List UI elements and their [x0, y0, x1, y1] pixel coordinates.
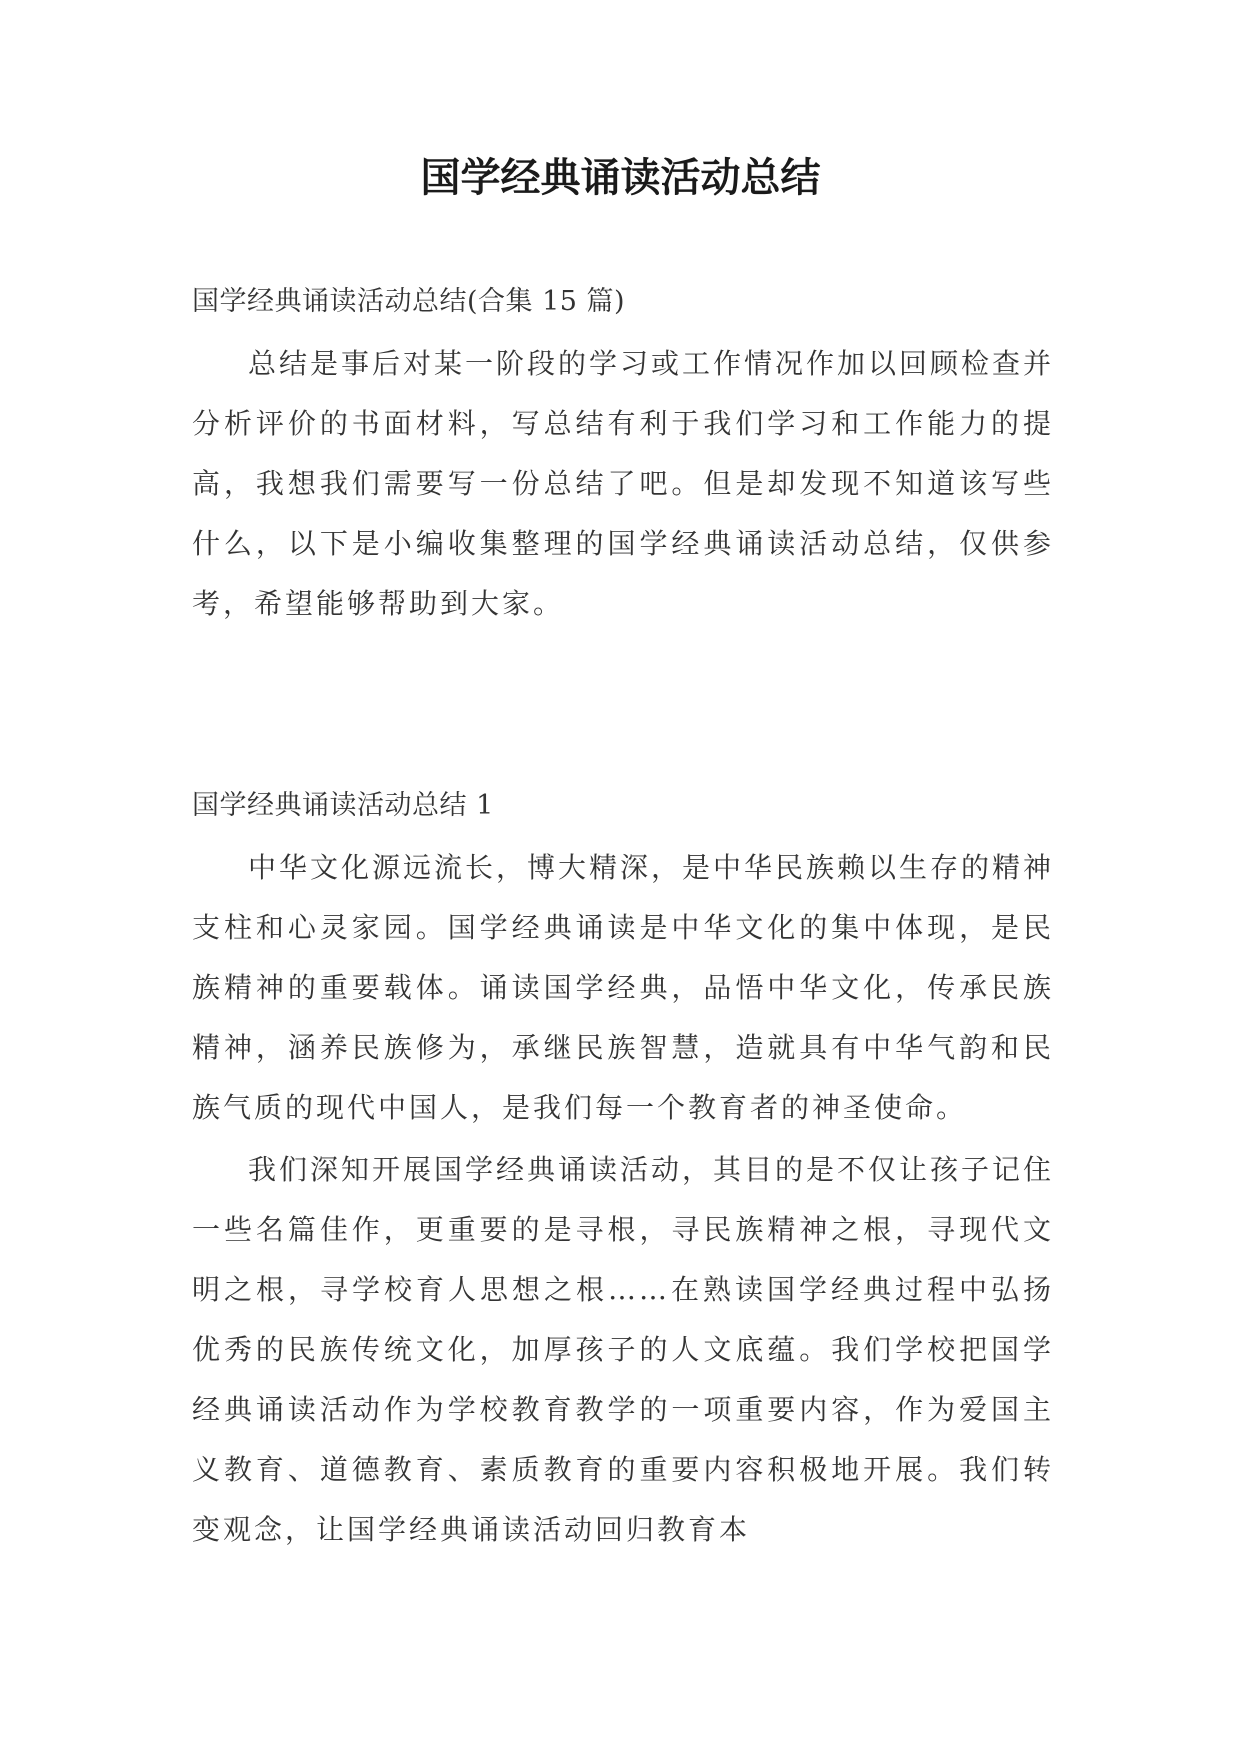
intro-paragraph: 总结是事后对某一阶段的学习或工作情况作加以回顾检查并分析评价的书面材料，写总结有利于我们学习和工作能力的提高，我想我们需要写一份总结了吧。但是却发现不知道该写些什么，以下是小编收集整理的国学经典诵读活动总结，仅供参考，希望能够帮助到大家。 — [192, 347, 1055, 620]
collection-heading: 国学经典诵读活动总结(合集 15 篇) — [192, 286, 626, 317]
section-1-paragraph-2: 我们深知开展国学经典诵读活动，其目的是不仅让孩子记住一些名篇佳作，更重要的是寻根，寻民族精神之根，寻现代文明之根，寻学校育人思想之根……在熟读国学经典过程中弘扬优秀的民族传统文化，加厚孩子的人文底蕴。我们学校把国学经典诵读活动作为学校教育教学的一项重要内容，作为爱国主义教育、道德教育、素质教育的重要内容积极地开展。我们转变观念，让国学经典诵读活动回归教育本 — [192, 1153, 1055, 1546]
document-title: 国学经典诵读活动总结 — [420, 155, 821, 201]
section-1-heading: 国学经典诵读活动总结 1 — [192, 790, 494, 821]
document-body — [192, 282, 1054, 1560]
spacer — [192, 322, 1054, 334]
spacer — [192, 826, 1054, 838]
section-1-paragraph-1: 中华文化源远流长，博大精深，是中华民族赖以生存的精神支柱和心灵家园。国学经典诵读是中华文化的集中体现，是民族精神的重要载体。诵读国学经典，品悟中华文化，传承民族精神，涵养民族修为，承继民族智慧，造就具有中华气韵和民族气质的现代中国人，是我们每一个教育者的神圣使命。 — [192, 851, 1055, 1124]
spacer — [192, 634, 1054, 786]
